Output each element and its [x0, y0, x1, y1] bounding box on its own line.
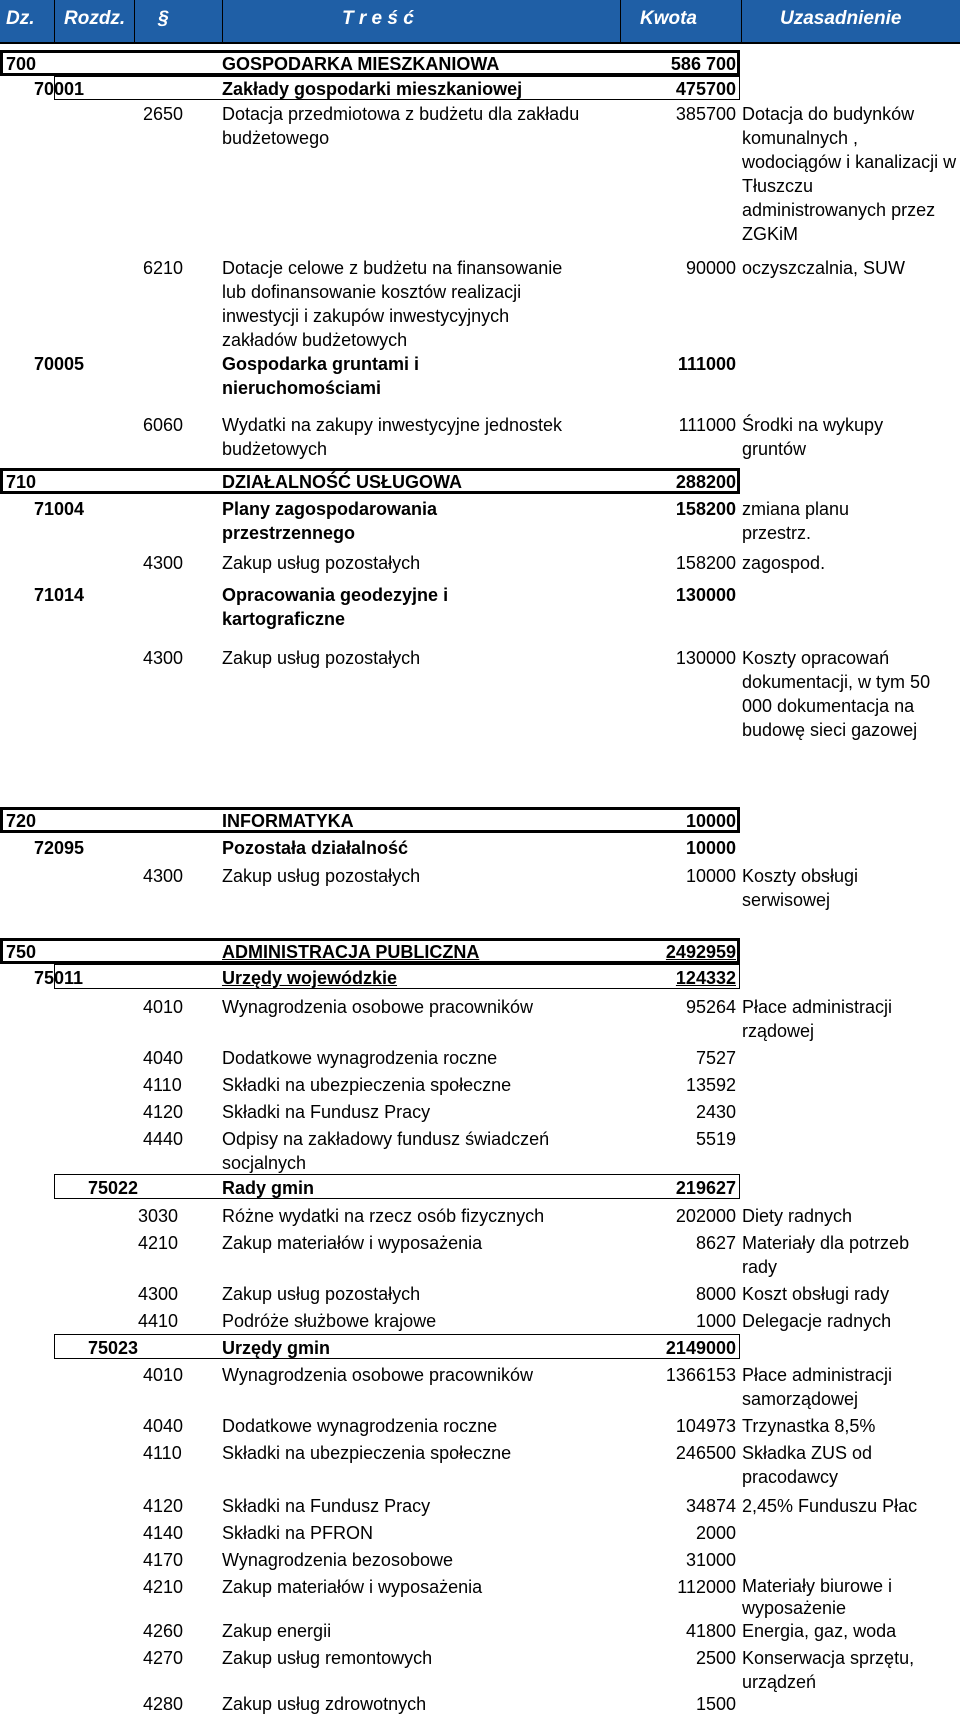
header-uzasadnienie: Uzasadnienie — [780, 8, 902, 29]
paragraph-code: 4210 — [143, 1577, 184, 1597]
paragraph-code: 2650 — [143, 104, 184, 124]
item-name: Zakup usług pozostałych — [222, 648, 421, 668]
item-name: Różne wydatki na rzecz osób fizycznych — [222, 1206, 545, 1226]
item-name: GOSPODARKA MIESZKANIOWA — [222, 54, 500, 74]
amount: 586 700 — [670, 54, 736, 74]
justification: 2,45% Funduszu Płac — [742, 1496, 918, 1516]
amount: 2430 — [695, 1102, 736, 1122]
amount: 1500 — [695, 1694, 736, 1714]
paragraph-code: 4040 — [143, 1048, 184, 1068]
header-tresc: T r e ś ć — [342, 8, 414, 29]
item-name: Składki na ubezpieczenia społeczne — [222, 1075, 512, 1095]
amount: 246500 — [675, 1443, 736, 1463]
item-name: Rady gmin — [222, 1178, 315, 1198]
justification: Koszty obsługi serwisowej — [742, 866, 859, 910]
paragraph-code: 4300 — [143, 648, 184, 668]
item-name: Zakup usług pozostałych — [222, 1284, 421, 1304]
amount: 2000 — [695, 1523, 736, 1543]
header-divider — [741, 0, 742, 42]
amount: 2149000 — [665, 1338, 736, 1358]
header-dz: Dz. — [6, 8, 35, 29]
dz-code: 720 — [6, 811, 37, 831]
justification: Płace administracji rządowej — [742, 997, 893, 1041]
justification: Dotacja do budynków komunalnych , wodociągów i kanalizacji w Tłuszczu administrowanych przez ZGKiM — [742, 104, 957, 244]
item-name: Plany zagospodarowania przestrzennego — [222, 499, 438, 543]
header-divider — [54, 0, 55, 42]
dz-code: 750 — [6, 942, 37, 962]
amount: 1366153 — [665, 1365, 736, 1385]
justification: zagospod. — [742, 553, 826, 573]
amount: 111000 — [678, 415, 736, 435]
item-name: Składki na Fundusz Pracy — [222, 1102, 431, 1122]
item-name: Dotacje celowe z budżetu na finansowanie lub dofinansowanie kosztów realizacji inwestycji i zakupów inwestycyjnych zakładów budżetowych — [222, 258, 563, 350]
amount: 2492959 — [665, 942, 736, 962]
justification: Energia, gaz, woda — [742, 1621, 897, 1641]
justification: Materiały biurowe i wyposażenie — [742, 1576, 893, 1618]
justification: Koszt obsługi rady — [742, 1284, 890, 1304]
rozdz-code: 70005 — [34, 354, 85, 374]
item-name: Zakup materiałów i wyposażenia — [222, 1233, 483, 1253]
justification: Delegacje radnych — [742, 1311, 892, 1331]
amount: 10000 — [685, 838, 736, 858]
paragraph-code: 6060 — [143, 415, 184, 435]
justification: Składka ZUS od pracodawcy — [742, 1443, 873, 1487]
item-name: Opracowania geodezyjne i kartograficzne — [222, 585, 449, 629]
amount: 31000 — [685, 1550, 736, 1570]
item-name: Wynagrodzenia bezosobowe — [222, 1550, 453, 1570]
amount: 475700 — [675, 79, 736, 99]
amount: 158200 — [675, 499, 736, 519]
rozdz-code: 70001 — [34, 79, 85, 99]
item-name: ADMINISTRACJA PUBLICZNA — [222, 942, 480, 962]
justification: Środki na wykupy gruntów — [742, 415, 884, 459]
item-name: Gospodarka gruntami i nieruchomościami — [222, 354, 420, 398]
rozdz-code: 72095 — [34, 838, 85, 858]
header-divider — [620, 0, 621, 42]
amount: 124332 — [675, 968, 736, 988]
justification: Trzynastka 8,5% — [742, 1416, 876, 1436]
paragraph-code: 4300 — [143, 866, 184, 886]
amount: 95264 — [685, 997, 736, 1017]
justification: zmiana planu przestrz. — [742, 499, 850, 543]
amount: 13592 — [685, 1075, 736, 1095]
rozdz-code: 71004 — [34, 499, 85, 519]
paragraph-code: 4040 — [143, 1416, 184, 1436]
amount: 112000 — [677, 1577, 736, 1597]
amount: 111000 — [677, 354, 736, 374]
item-name: Pozostała działalność — [222, 838, 409, 858]
item-name: Składki na Fundusz Pracy — [222, 1496, 431, 1516]
dz-code: 700 — [6, 54, 37, 74]
rozdz-code: 71014 — [34, 585, 85, 605]
amount: 10000 — [685, 811, 736, 831]
paragraph-code: 4210 — [137, 1233, 178, 1253]
item-name: Zakup usług pozostałych — [222, 866, 421, 886]
item-name: Urzędy wojewódzkie — [222, 968, 398, 988]
justification: Diety radnych — [742, 1206, 853, 1226]
rozdz-code: 75011 — [34, 968, 84, 988]
justification: Konserwacja sprzętu, urządzeń — [742, 1648, 915, 1692]
paragraph-code: 4110 — [143, 1443, 182, 1463]
header-kwota: Kwota — [640, 8, 697, 29]
justification: oczyszczalnia, SUW — [742, 258, 906, 278]
paragraph-code: 4010 — [143, 997, 184, 1017]
item-name: Urzędy gmin — [222, 1338, 331, 1358]
paragraph-code: 4300 — [137, 1284, 178, 1304]
amount: 219627 — [675, 1178, 736, 1198]
item-name: Składki na PFRON — [222, 1523, 374, 1543]
paragraph-code: 4440 — [143, 1129, 184, 1149]
header-divider — [222, 0, 223, 42]
item-name: Wydatki na zakupy inwestycyjne jednostek budżetowych — [222, 415, 563, 459]
amount: 130000 — [675, 585, 736, 605]
item-name: Zakup usług pozostałych — [222, 553, 421, 573]
header-divider — [134, 0, 135, 42]
paragraph-code: 4010 — [143, 1365, 184, 1385]
paragraph-code: 4120 — [143, 1496, 184, 1516]
item-name: Odpisy na zakładowy fundusz świadczeń socjalnych — [222, 1129, 550, 1173]
item-name: Zakup usług zdrowotnych — [222, 1694, 427, 1714]
item-name: Dotacja przedmiotowa z budżetu dla zakładu budżetowego — [222, 104, 580, 148]
amount: 90000 — [685, 258, 736, 278]
amount: 385700 — [675, 104, 736, 124]
item-name: Składki na ubezpieczenia społeczne — [222, 1443, 512, 1463]
item-name: DZIAŁALNOŚĆ USŁUGOWA — [222, 472, 462, 492]
justification: Płace administracji samorządowej — [742, 1365, 893, 1409]
amount: 10000 — [685, 866, 736, 886]
amount: 34874 — [685, 1496, 736, 1516]
paragraph-code: 4170 — [143, 1550, 184, 1570]
item-name: Zakłady gospodarki mieszkaniowej — [222, 79, 523, 99]
amount: 158200 — [675, 553, 736, 573]
amount: 1000 — [695, 1311, 736, 1331]
paragraph-code: 6210 — [143, 258, 184, 278]
amount: 41800 — [685, 1621, 736, 1641]
paragraph-code: 4120 — [143, 1102, 184, 1122]
paragraph-code: 4280 — [143, 1694, 184, 1714]
amount: 7527 — [695, 1048, 736, 1068]
item-name: Wynagrodzenia osobowe pracowników — [222, 997, 534, 1017]
amount: 8000 — [695, 1284, 736, 1304]
rozdz-code: 75022 — [88, 1178, 139, 1198]
amount: 8627 — [695, 1233, 736, 1253]
header-paragraph: § — [158, 8, 169, 29]
rozdz-code: 75023 — [88, 1338, 139, 1358]
justification: Koszty opracowań dokumentacji, w tym 50 000 dokumentacja na budowę sieci gazowej — [742, 648, 931, 740]
paragraph-code: 3030 — [137, 1206, 178, 1226]
item-name: Zakup usług remontowych — [222, 1648, 433, 1668]
paragraph-code: 4260 — [143, 1621, 184, 1641]
item-name: Zakup materiałów i wyposażenia — [222, 1577, 483, 1597]
paragraph-code: 4110 — [143, 1075, 182, 1095]
item-name: Podróże służbowe krajowe — [222, 1311, 437, 1331]
amount: 202000 — [675, 1206, 736, 1226]
amount: 288200 — [675, 472, 736, 492]
amount: 2500 — [695, 1648, 736, 1668]
amount: 5519 — [695, 1129, 736, 1149]
amount: 130000 — [675, 648, 736, 668]
table-header — [0, 0, 960, 44]
header-rozdz: Rozdz. — [64, 8, 126, 29]
paragraph-code: 4410 — [137, 1311, 178, 1331]
item-name: Dodatkowe wynagrodzenia roczne — [222, 1416, 498, 1436]
item-name: Wynagrodzenia osobowe pracowników — [222, 1365, 534, 1385]
item-name: Zakup energii — [222, 1621, 332, 1641]
dz-code: 710 — [6, 472, 37, 492]
amount: 104973 — [675, 1416, 736, 1436]
item-name: INFORMATYKA — [222, 811, 354, 831]
paragraph-code: 4270 — [143, 1648, 184, 1668]
item-name: Dodatkowe wynagrodzenia roczne — [222, 1048, 498, 1068]
paragraph-code: 4300 — [143, 553, 184, 573]
paragraph-code: 4140 — [143, 1523, 184, 1543]
justification: Materiały dla potrzeb rady — [742, 1233, 910, 1277]
